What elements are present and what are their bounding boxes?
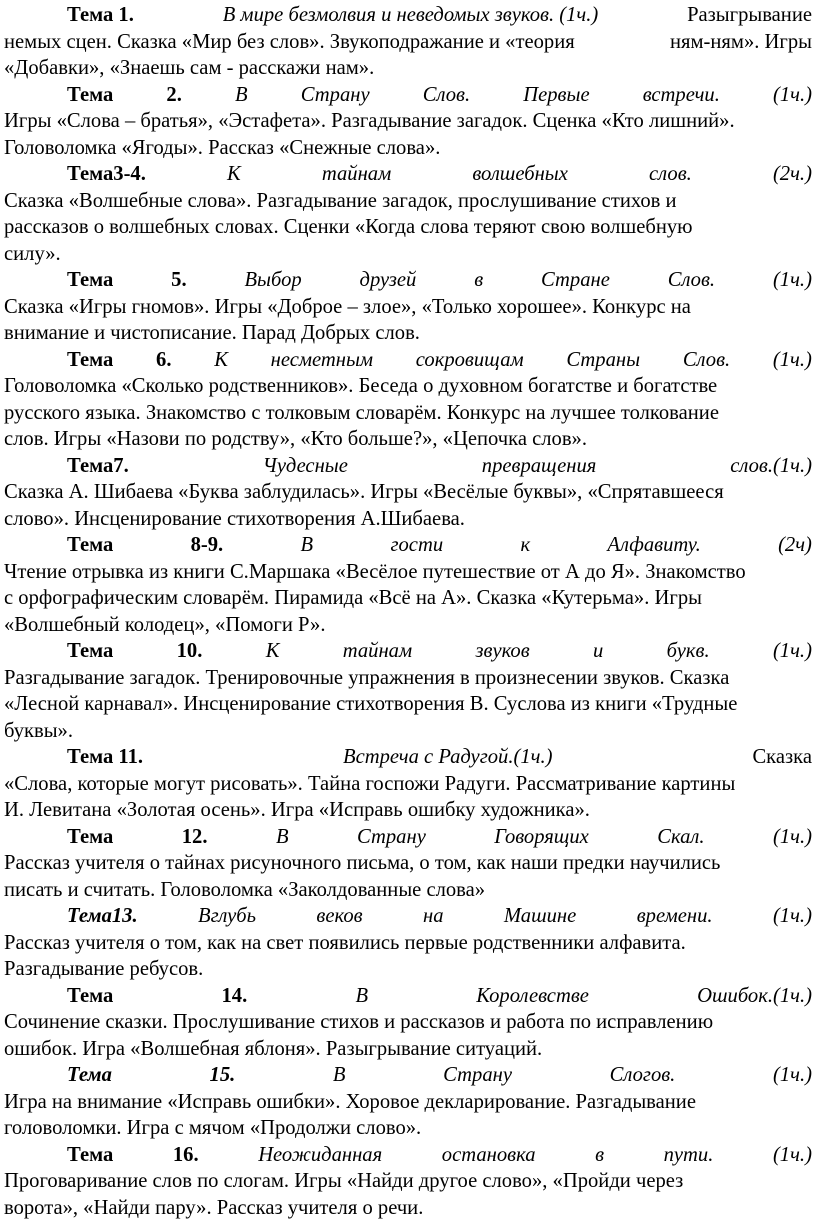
text-segment: Скал. xyxy=(657,824,704,851)
text-segment: Тема xyxy=(67,532,113,559)
text-segment: Сказка А. Шибаева «Буква заблудилась». Игры «Весёлые буквы», «Спрятавшееся xyxy=(4,479,724,506)
text-line xyxy=(4,718,812,745)
topic-paragraph xyxy=(4,267,812,347)
text-segment: Рассказ учителя о том, как на свет появились первые родственники алфавита. xyxy=(4,930,686,957)
text-segment: Тема xyxy=(67,824,113,851)
text-segment: К xyxy=(227,161,241,188)
text-segment: Сочинение сказки. Прослушивание стихов и рассказов и работа по исправлению xyxy=(4,1009,713,1036)
text-segment: рассказов о волшебных словах. Сценки «Когда слова теряют свою волшебную xyxy=(4,214,693,241)
topic-paragraph xyxy=(4,1062,812,1142)
text-segment: Страну xyxy=(301,82,370,109)
text-line xyxy=(4,797,812,824)
text-segment: Чтение отрывка из книги С.Маршака «Весёлое путешествие от А до Я». Знакомство xyxy=(4,559,746,586)
topic-paragraph xyxy=(4,347,812,453)
topic-paragraph xyxy=(4,1142,812,1221)
text-segment: Тема xyxy=(67,267,113,294)
text-segment: Тема 11. xyxy=(67,744,143,771)
topic-heading-line xyxy=(4,744,812,771)
text-segment: (2ч.) xyxy=(773,161,812,188)
text-segment: Игры «Слова – братья», «Эстафета». Разгадывание загадок. Сценка «Кто лишний». xyxy=(4,108,735,135)
text-segment: Чудесные xyxy=(263,453,348,480)
topic-heading-line xyxy=(4,267,812,294)
text-segment: силу». xyxy=(4,241,61,268)
text-line xyxy=(4,29,812,56)
text-segment: (1ч.) xyxy=(773,347,812,374)
text-segment: Игра на внимание «Исправь ошибки». Хоровое декларирование. Разгадывание xyxy=(4,1089,696,1116)
text-segment: Тема7. xyxy=(67,453,129,480)
text-segment: Слогов. xyxy=(610,1062,676,1089)
text-line xyxy=(4,877,812,904)
text-segment: К xyxy=(266,638,280,665)
text-segment: Тема xyxy=(67,1062,112,1089)
text-line xyxy=(4,850,812,877)
text-segment: слово». Инсценирование стихотворения А.Шибаева. xyxy=(4,506,465,533)
text-line xyxy=(4,214,812,241)
text-line xyxy=(4,188,812,215)
topic-heading-line xyxy=(4,1062,812,1089)
text-segment: Страну xyxy=(443,1062,512,1089)
text-segment: русского языка. Знакомство с толковым словарём. Конкурс на лучшее толкование xyxy=(4,400,719,427)
topic-paragraph xyxy=(4,532,812,638)
text-segment: В xyxy=(333,1062,346,1089)
topic-paragraph xyxy=(4,903,812,983)
text-segment: (2ч) xyxy=(778,532,812,559)
topic-paragraph xyxy=(4,638,812,744)
text-line xyxy=(4,479,812,506)
text-line xyxy=(4,691,812,718)
text-segment: Встреча с Радугой.(1ч.) xyxy=(343,744,552,771)
topic-paragraph xyxy=(4,744,812,824)
text-segment: (1ч.) xyxy=(773,82,812,109)
text-segment: Тема xyxy=(67,638,113,665)
text-segment: (1ч.) xyxy=(773,1062,812,1089)
text-line xyxy=(4,55,812,82)
text-segment: ням-ням». Игры xyxy=(670,29,812,56)
topic-heading-line xyxy=(4,903,812,930)
text-segment: времени. xyxy=(637,903,713,930)
text-line xyxy=(4,400,812,427)
text-segment: в xyxy=(595,1142,604,1169)
text-segment: ворота», «Найди пару». Рассказ учителя о речи. xyxy=(4,1195,423,1221)
text-line xyxy=(4,1195,812,1221)
text-segment: 16. xyxy=(173,1142,199,1169)
text-segment: Первые xyxy=(523,82,589,109)
text-segment: Ошибок.(1ч.) xyxy=(697,983,812,1010)
text-segment: Сказка «Волшебные слова». Разгадывание загадок, прослушивание стихов и xyxy=(4,188,677,215)
text-segment: Страну xyxy=(357,824,426,851)
text-segment: писать и считать. Головоломка «Заколдованные слова» xyxy=(4,877,485,904)
text-segment: встречи. xyxy=(643,82,720,109)
text-segment: превращения xyxy=(482,453,597,480)
text-segment: сокровищам xyxy=(416,347,524,374)
text-segment: тайнам xyxy=(322,161,391,188)
text-segment: Выбор xyxy=(244,267,301,294)
text-segment: в xyxy=(474,267,483,294)
text-segment: 5. xyxy=(171,267,186,294)
text-line xyxy=(4,135,812,162)
text-segment: Разгадывание загадок. Тренировочные упражнения в произнесении звуков. Сказка xyxy=(4,665,729,692)
text-segment: Вглубь xyxy=(198,903,256,930)
text-segment: слов. Игры «Назови по родству», «Кто больше?», «Цепочка слов». xyxy=(4,426,587,453)
text-segment: Сказка «Игры гномов». Игры «Доброе – злое», «Только хорошее». Конкурс на xyxy=(4,294,691,321)
text-segment: пути. xyxy=(664,1142,714,1169)
text-segment: (1ч.) xyxy=(773,824,812,851)
text-segment: Тема 1. xyxy=(67,2,134,29)
text-segment: Говорящих xyxy=(494,824,589,851)
topic-paragraph xyxy=(4,82,812,162)
text-segment: внимание и чистописание. Парад Добрых слов. xyxy=(4,320,420,347)
topic-paragraph xyxy=(4,453,812,533)
text-segment: Алфавиту. xyxy=(607,532,700,559)
text-segment: Рассказ учителя о тайнах рисуночного письма, о том, как наши предки научились xyxy=(4,850,720,877)
text-segment: остановка xyxy=(442,1142,536,1169)
text-segment: (1ч.) xyxy=(773,638,812,665)
text-segment: Королевстве xyxy=(476,983,589,1010)
text-segment: (1ч.) xyxy=(773,903,812,930)
text-segment: волшебных xyxy=(472,161,568,188)
text-segment: головоломки. Игра с мячом «Продолжи слово». xyxy=(4,1115,421,1142)
text-segment: (1ч.) xyxy=(773,267,812,294)
text-segment: Страны xyxy=(566,347,640,374)
text-segment: Тема13. xyxy=(67,903,138,930)
text-segment: 14. xyxy=(221,983,247,1010)
text-segment: Слов. xyxy=(683,347,730,374)
text-segment: Слов. xyxy=(423,82,470,109)
topic-paragraph xyxy=(4,2,812,82)
text-line xyxy=(4,1036,812,1063)
topic-heading-line xyxy=(4,638,812,665)
topic-paragraph xyxy=(4,824,812,904)
text-segment: Головоломка «Ягоды». Рассказ «Снежные слова». xyxy=(4,135,440,162)
text-segment: ошибок. Игра «Волшебная яблоня». Разыгрывание ситуаций. xyxy=(4,1036,542,1063)
text-segment: Машине xyxy=(504,903,576,930)
text-segment: друзей xyxy=(360,267,417,294)
topic-paragraph xyxy=(4,161,812,267)
text-segment: на xyxy=(423,903,444,930)
topic-heading-line xyxy=(4,82,812,109)
topic-heading-line xyxy=(4,824,812,851)
text-line xyxy=(4,612,812,639)
text-segment: 10. xyxy=(177,638,203,665)
topic-heading-line xyxy=(4,453,812,480)
text-line xyxy=(4,1089,812,1116)
text-line xyxy=(4,1115,812,1142)
text-segment: «Волшебный колодец», «Помоги Р». xyxy=(4,612,325,639)
text-line xyxy=(4,956,812,983)
text-line xyxy=(4,559,812,586)
text-segment: 6. xyxy=(156,347,171,374)
text-line xyxy=(4,108,812,135)
text-line xyxy=(4,506,812,533)
text-segment: 15. xyxy=(210,1062,236,1089)
topic-heading-line xyxy=(4,532,812,559)
text-segment: В xyxy=(276,824,289,851)
text-line xyxy=(4,241,812,268)
topic-heading-line xyxy=(4,161,812,188)
topic-heading-line xyxy=(4,983,812,1010)
topic-heading-line xyxy=(4,1142,812,1169)
text-segment: слов.(1ч.) xyxy=(730,453,812,480)
topic-paragraph xyxy=(4,983,812,1063)
text-line xyxy=(4,1168,812,1195)
text-segment: Головоломка «Сколько родственников». Беседа о духовном богатстве и богатстве xyxy=(4,373,717,400)
text-segment: 12. xyxy=(182,824,208,851)
text-segment: с орфографическим словарём. Пирамида «Всё на А». Сказка «Кутерьма». Игры xyxy=(4,585,702,612)
text-segment: К xyxy=(214,347,228,374)
text-segment: слов. xyxy=(649,161,692,188)
text-segment: 8-9. xyxy=(191,532,224,559)
text-segment: Разыгрывание xyxy=(687,2,812,29)
text-segment: Сказка xyxy=(752,744,812,771)
text-segment: Тема xyxy=(67,82,113,109)
text-segment: В xyxy=(235,82,248,109)
text-segment: (1ч.) xyxy=(773,1142,812,1169)
text-segment: Тема3-4. xyxy=(67,161,146,188)
text-segment: Неожиданная xyxy=(258,1142,382,1169)
text-line xyxy=(4,294,812,321)
text-line xyxy=(4,426,812,453)
text-segment: букв. xyxy=(667,638,710,665)
text-segment: «Добавки», «Знаешь сам - расскажи нам». xyxy=(4,55,374,82)
text-segment: Слов. xyxy=(668,267,715,294)
text-segment: звуков xyxy=(475,638,529,665)
text-segment: тайнам xyxy=(343,638,412,665)
text-segment: 2. xyxy=(166,82,181,109)
text-segment: Проговаривание слов по слогам. Игры «Найди другое слово», «Пройди через xyxy=(4,1168,683,1195)
text-line xyxy=(4,771,812,798)
text-line xyxy=(4,373,812,400)
topic-heading-line xyxy=(4,347,812,374)
text-segment: В мире безмолвия и неведомых звуков. (1ч.) xyxy=(223,2,599,29)
text-segment: Тема xyxy=(67,1142,113,1169)
text-segment: веков xyxy=(316,903,362,930)
text-segment: и xyxy=(593,638,603,665)
text-segment: гости xyxy=(390,532,443,559)
topic-heading-line xyxy=(4,2,812,29)
text-segment: И. Левитана «Золотая осень». Игра «Исправь ошибку художника». xyxy=(4,797,590,824)
text-segment: Тема xyxy=(67,983,113,1010)
text-segment: буквы». xyxy=(4,718,73,745)
text-segment: В xyxy=(301,532,314,559)
text-segment: В xyxy=(355,983,368,1010)
text-line xyxy=(4,665,812,692)
text-line xyxy=(4,585,812,612)
text-segment: к xyxy=(520,532,530,559)
text-segment: немых сцен. Сказка «Мир без слов». Звукоподражание и «теория xyxy=(4,29,575,56)
text-segment: «Слова, которые могут рисовать». Тайна госпожи Радуги. Рассматривание картины xyxy=(4,771,735,798)
text-line xyxy=(4,320,812,347)
text-segment: Стране xyxy=(541,267,610,294)
text-segment: Тема xyxy=(67,347,113,374)
text-line xyxy=(4,1009,812,1036)
text-segment: «Лесной карнавал». Инсценирование стихотворения В. Суслова из книги «Трудные xyxy=(4,691,737,718)
text-segment: несметным xyxy=(271,347,373,374)
text-segment: Разгадывание ребусов. xyxy=(4,956,203,983)
text-line xyxy=(4,930,812,957)
